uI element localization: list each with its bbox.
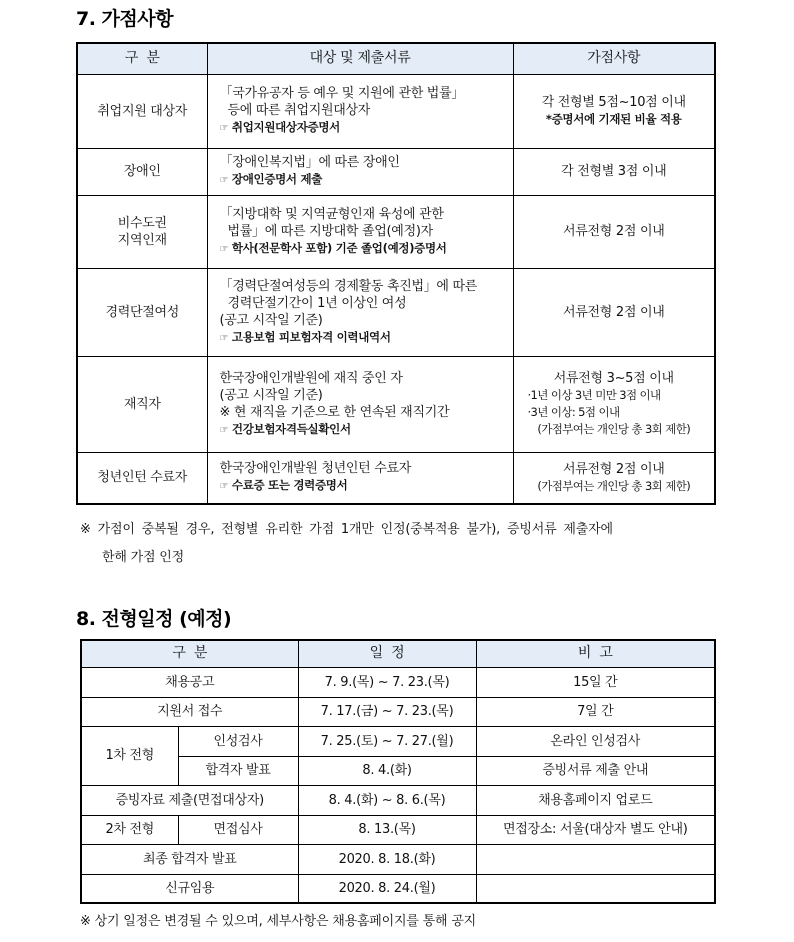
section8-footnote: ※ 상기 일정은 변경될 수 있으며, 세부사항은 채용홈페이지를 통해 공지: [80, 914, 477, 929]
category-line: 지역인재: [117, 232, 167, 248]
table-row: [77, 452, 715, 504]
points-line: ·1년 이상 3년 미만 3점 이내: [527, 388, 661, 402]
table-row: [77, 356, 715, 452]
required-document: [220, 171, 509, 189]
document-name: 고용보험 피보험자격 이력내역서: [231, 329, 391, 344]
table-row: [81, 874, 715, 903]
target-line: 한국장애인개발원에 재직 중인 자: [219, 370, 403, 386]
points-line: 각 전형별 3점 이내: [561, 164, 667, 179]
target-line: 경력단절기간이 1년 이상인 여성: [227, 295, 407, 311]
header-category: 구 분: [77, 43, 207, 74]
document-name: 장애인증명서 제출: [231, 172, 323, 186]
row-category: 장애인: [77, 148, 207, 195]
row-points: [513, 148, 715, 195]
schedule-note: 7일 간: [476, 697, 715, 726]
table-row: [77, 148, 715, 195]
row-target: [207, 356, 513, 452]
row-category: 경력단절여성: [77, 268, 207, 356]
points-line: 서류전형 2점 이내: [563, 461, 665, 477]
schedule-label: 합격자 발표: [178, 756, 298, 785]
row-category: 청년인턴 수료자: [77, 452, 207, 504]
schedule-label: 채용공고: [81, 667, 298, 697]
schedule-table: [80, 639, 716, 904]
schedule-note: 15일 간: [476, 667, 715, 697]
pointing-hand-icon: ☞: [219, 175, 229, 186]
target-line: (공고 시작일 기준): [219, 312, 323, 328]
required-document: [220, 240, 509, 258]
schedule-label: 증빙자료 제출(면접대상자): [81, 785, 298, 815]
pointing-hand-icon: ☞: [219, 481, 229, 493]
schedule-date: 8. 4.(화): [298, 756, 476, 785]
required-document: [220, 119, 509, 137]
footnote-line: 한해 가점 인정: [102, 550, 185, 565]
points-note: *증명서에 기재된 비율 적용: [545, 112, 682, 126]
target-line: 「장애인복지법」에 따른 장애인: [219, 155, 400, 170]
schedule-note: 채용홈페이지 업로드: [476, 785, 715, 815]
footnote-line: ※ 가점이 중복될 경우, 전형별 유리한 가점 1개만 인정(중복적용 불가), 증빙서류 제출자에: [80, 522, 613, 537]
header-category: 구 분: [81, 640, 298, 667]
required-document: [220, 329, 509, 347]
points-note: (가점부여는 개인당 총 3회 제한): [537, 478, 691, 493]
schedule-group: 1차 전형: [81, 726, 178, 785]
schedule-note: 면접장소: 서울(대상자 별도 안내): [476, 815, 715, 844]
pointing-hand-icon: ☞: [219, 123, 229, 134]
table-row: [81, 726, 715, 756]
schedule-label: 지원서 접수: [81, 697, 298, 726]
row-points: [513, 452, 715, 504]
schedule-label: 최종 합격자 발표: [81, 844, 298, 874]
row-target: [207, 195, 513, 268]
points-note: (가점부여는 개인당 총 3회 제한): [537, 422, 691, 436]
target-line: 한국장애인개발원 청년인턴 수료자: [219, 461, 412, 477]
row-category: 취업지원 대상자: [77, 74, 207, 148]
target-line: 법률」에 따른 지방대학 졸업(예정)자: [227, 223, 433, 239]
schedule-date: 7. 9.(목) ~ 7. 23.(목): [298, 667, 476, 697]
schedule-date: 2020. 8. 24.(월): [298, 874, 476, 903]
schedule-note: 증빙서류 제출 안내: [476, 756, 715, 785]
table-header-row: [77, 43, 715, 74]
table-row: [81, 815, 715, 844]
schedule-note: 온라인 인성검사: [476, 726, 715, 756]
section8-title: 8. 전형일정 (예정): [76, 608, 232, 630]
bonus-points-table: [76, 42, 716, 505]
points-line: 각 전형별 5점~10점 이내: [541, 95, 686, 110]
document-name: 학사(전문학사 포함) 기준 졸업(예정)증명서: [231, 240, 447, 255]
schedule-note: [476, 844, 715, 874]
header-target: 대상 및 제출서류: [207, 43, 513, 74]
category-line: 비수도권: [117, 215, 167, 231]
row-points: [513, 268, 715, 356]
section7-title: 7. 가점사항: [76, 8, 173, 30]
schedule-label: 신규임용: [81, 874, 298, 903]
table-row: [81, 697, 715, 726]
points-line: ·3년 이상: 5점 이내: [527, 405, 620, 419]
table-header-row: [81, 640, 715, 667]
table-row: [81, 785, 715, 815]
target-line: ※ 현 재직을 기준으로 한 연속된 재직기간: [219, 404, 450, 420]
pointing-hand-icon: ☞: [219, 243, 229, 255]
document-name: 건강보험자격득실확인서: [231, 421, 351, 436]
row-category: 재직자: [77, 356, 207, 452]
row-points: [513, 356, 715, 452]
points-line: 서류전형 2점 이내: [563, 224, 665, 239]
header-note: 비 고: [476, 640, 715, 667]
target-line: 등에 따른 취업지원대상자: [227, 103, 371, 118]
pointing-hand-icon: ☞: [219, 332, 229, 344]
required-document: [220, 421, 509, 439]
target-line: (공고 시작일 기준): [219, 387, 323, 403]
schedule-group: 2차 전형: [81, 815, 178, 844]
section7-footnote: [80, 516, 720, 572]
schedule-date: 8. 13.(목): [298, 815, 476, 844]
row-category: [77, 195, 207, 268]
table-row: [81, 844, 715, 874]
header-points: 가점사항: [513, 43, 715, 74]
schedule-label: 면접심사: [178, 815, 298, 844]
table-row: [81, 667, 715, 697]
row-target: [207, 74, 513, 148]
schedule-date: 2020. 8. 18.(화): [298, 844, 476, 874]
target-line: 「경력단절여성등의 경제활동 촉진법」에 따른: [219, 278, 478, 294]
schedule-note: [476, 874, 715, 903]
target-line: 「지방대학 및 지역균형인재 육성에 관한: [219, 206, 444, 222]
row-points: [513, 74, 715, 148]
row-target: [207, 452, 513, 504]
table-row: [77, 74, 715, 148]
row-points: [513, 195, 715, 268]
row-target: [207, 148, 513, 195]
pointing-hand-icon: ☞: [219, 424, 229, 436]
header-date: 일 정: [298, 640, 476, 667]
schedule-date: 7. 17.(금) ~ 7. 23.(목): [298, 697, 476, 726]
schedule-date: 7. 25.(토) ~ 7. 27.(월): [298, 726, 476, 756]
schedule-label: 인성검사: [178, 726, 298, 756]
document-name: 취업지원대상자증명서: [231, 120, 340, 134]
table-row: [77, 268, 715, 356]
points-line: 서류전형 2점 이내: [563, 304, 665, 320]
points-line: 서류전형 3~5점 이내: [553, 371, 674, 386]
table-row: [77, 195, 715, 268]
document-name: 수료증 또는 경력증명서: [231, 478, 348, 493]
target-line: 「국가유공자 등 예우 및 지원에 관한 법률」: [219, 86, 465, 101]
schedule-date: 8. 4.(화) ~ 8. 6.(목): [298, 785, 476, 815]
required-document: [220, 477, 509, 495]
row-target: [207, 268, 513, 356]
